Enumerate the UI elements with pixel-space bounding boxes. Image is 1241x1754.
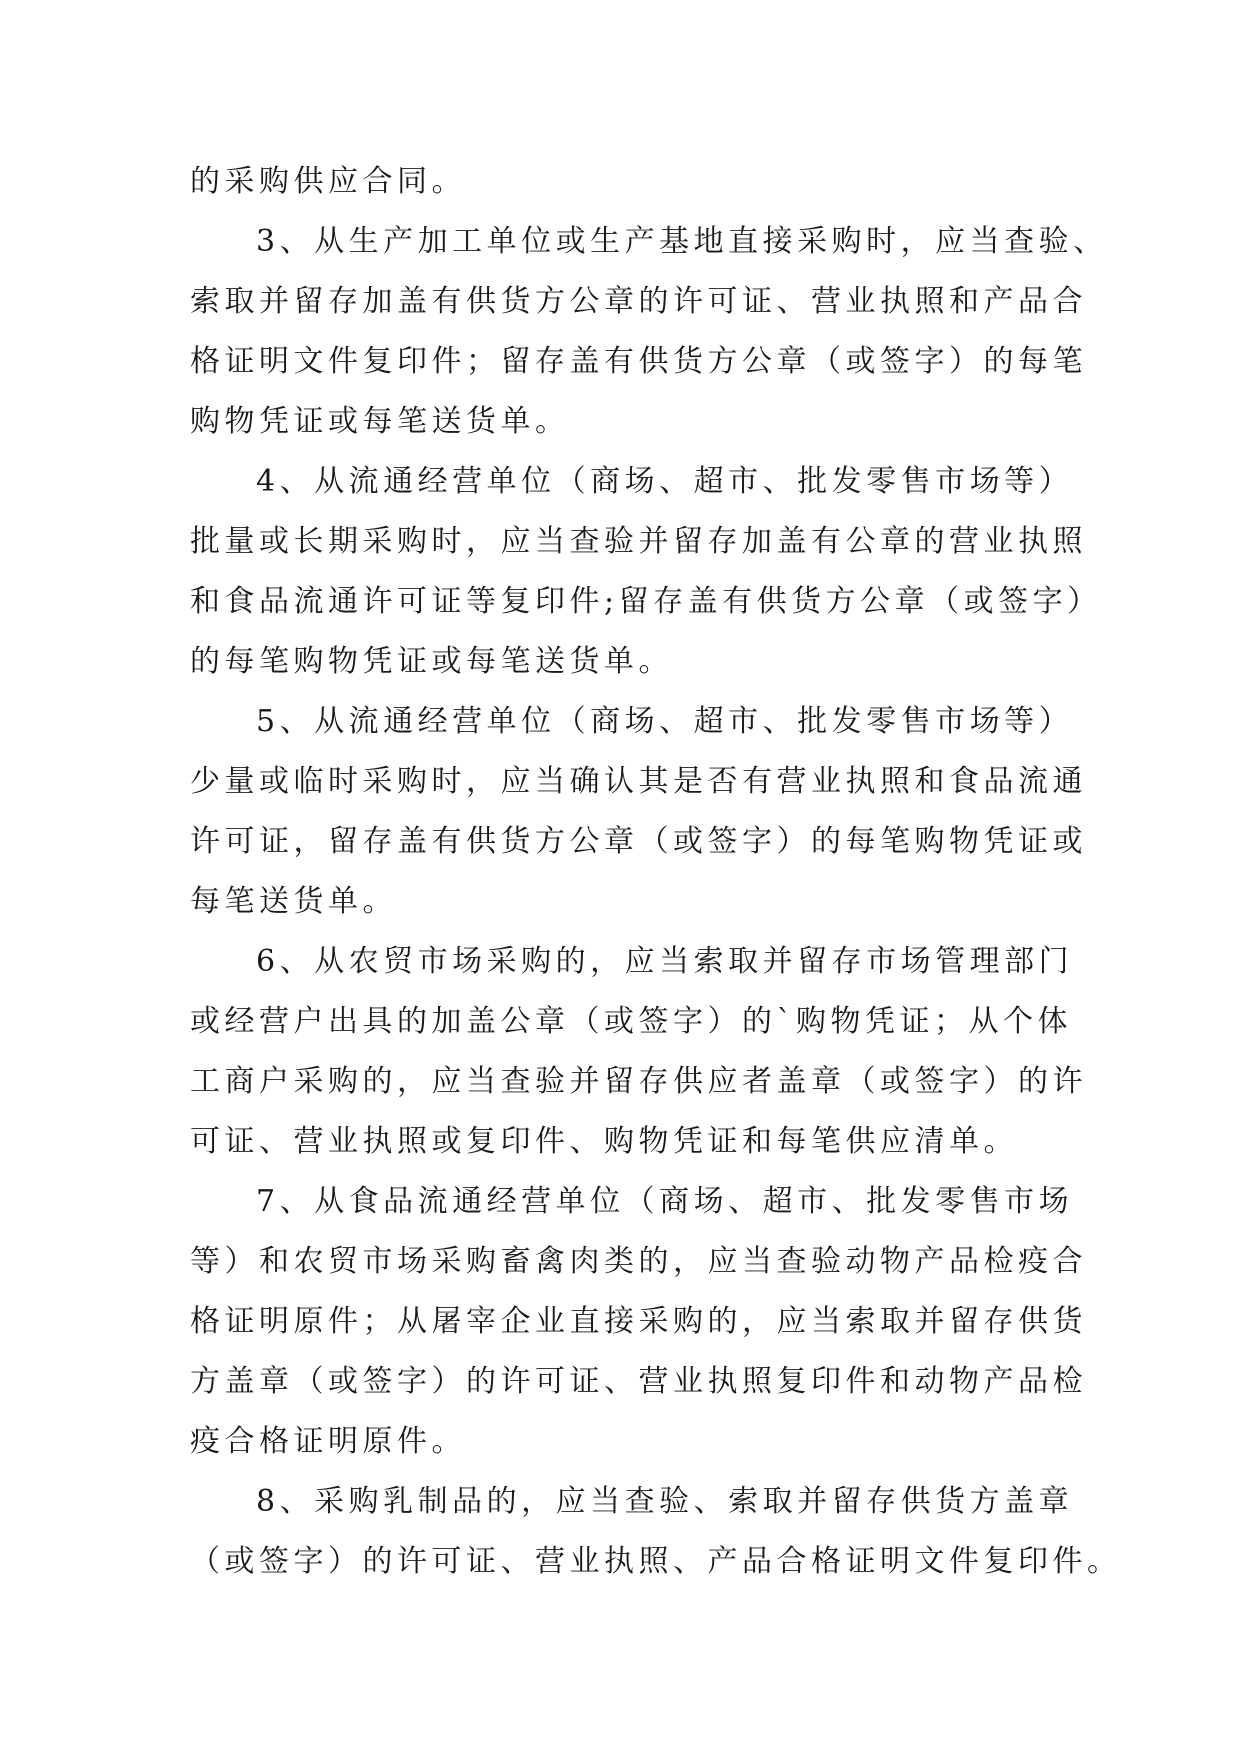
text-line: 方盖章（或签字）的许可证、营业执照复印件和动物产品检 [190,1364,1087,1399]
text-line: 每笔送货单。 [190,884,397,919]
text-line: 可证、营业执照或复印件、购物凭证和每笔供应清单。 [190,1124,1018,1159]
text-line: 格证明文件复印件；留存盖有供货方公章（或签字）的每笔 [190,344,1087,379]
text-line: 少量或临时采购时，应当确认其是否有营业执照和食品流通 [190,764,1087,799]
text-line: 的每笔购物凭证或每笔送货单。 [190,644,673,679]
text-line: 批量或长期采购时，应当查验并留存加盖有公章的营业执照 [190,524,1087,559]
text-line: （或签字）的许可证、营业执照、产品合格证明文件复印件。 [190,1544,1122,1579]
text-line: 索取并留存加盖有供货方公章的许可证、营业执照和产品合 [190,284,1087,319]
paragraph-8-start: 8、采购乳制品的，应当查验、索取并留存供货方盖章 [256,1484,1074,1519]
text-line: 等）和农贸市场采购畜禽肉类的，应当查验动物产品检疫合 [190,1244,1087,1279]
text-line: 的采购供应合同。 [190,164,466,199]
text-line: 购物凭证或每笔送货单。 [190,404,570,439]
paragraph-4-start: 4、从流通经营单位（商场、超市、批发零售市场等） [256,464,1074,499]
text-line: 疫合格证明原件。 [190,1424,466,1459]
document-body [190,152,1122,1592]
paragraph-5-start: 5、从流通经营单位（商场、超市、批发零售市场等） [256,704,1074,739]
paragraph-6-start: 6、从农贸市场采购的，应当索取并留存市场管理部门 [256,944,1074,979]
text-line: 工商户采购的，应当查验并留存供应者盖章（或签字）的许 [190,1064,1087,1099]
text-line: 许可证，留存盖有供货方公章（或签字）的每笔购物凭证或 [190,824,1087,859]
paragraph-3-start: 3、从生产加工单位或生产基地直接采购时，应当查验、 [256,224,1108,259]
text-line: 和食品流通许可证等复印件;留存盖有供货方公章（或签字） [190,584,1102,619]
text-line: 或经营户出具的加盖公章（或签字）的`购物凭证；从个体 [190,1004,1072,1039]
text-line: 格证明原件；从屠宰企业直接采购的，应当索取并留存供货 [190,1304,1087,1339]
paragraph-7-start: 7、从食品流通经营单位（商场、超市、批发零售市场 [256,1184,1074,1219]
